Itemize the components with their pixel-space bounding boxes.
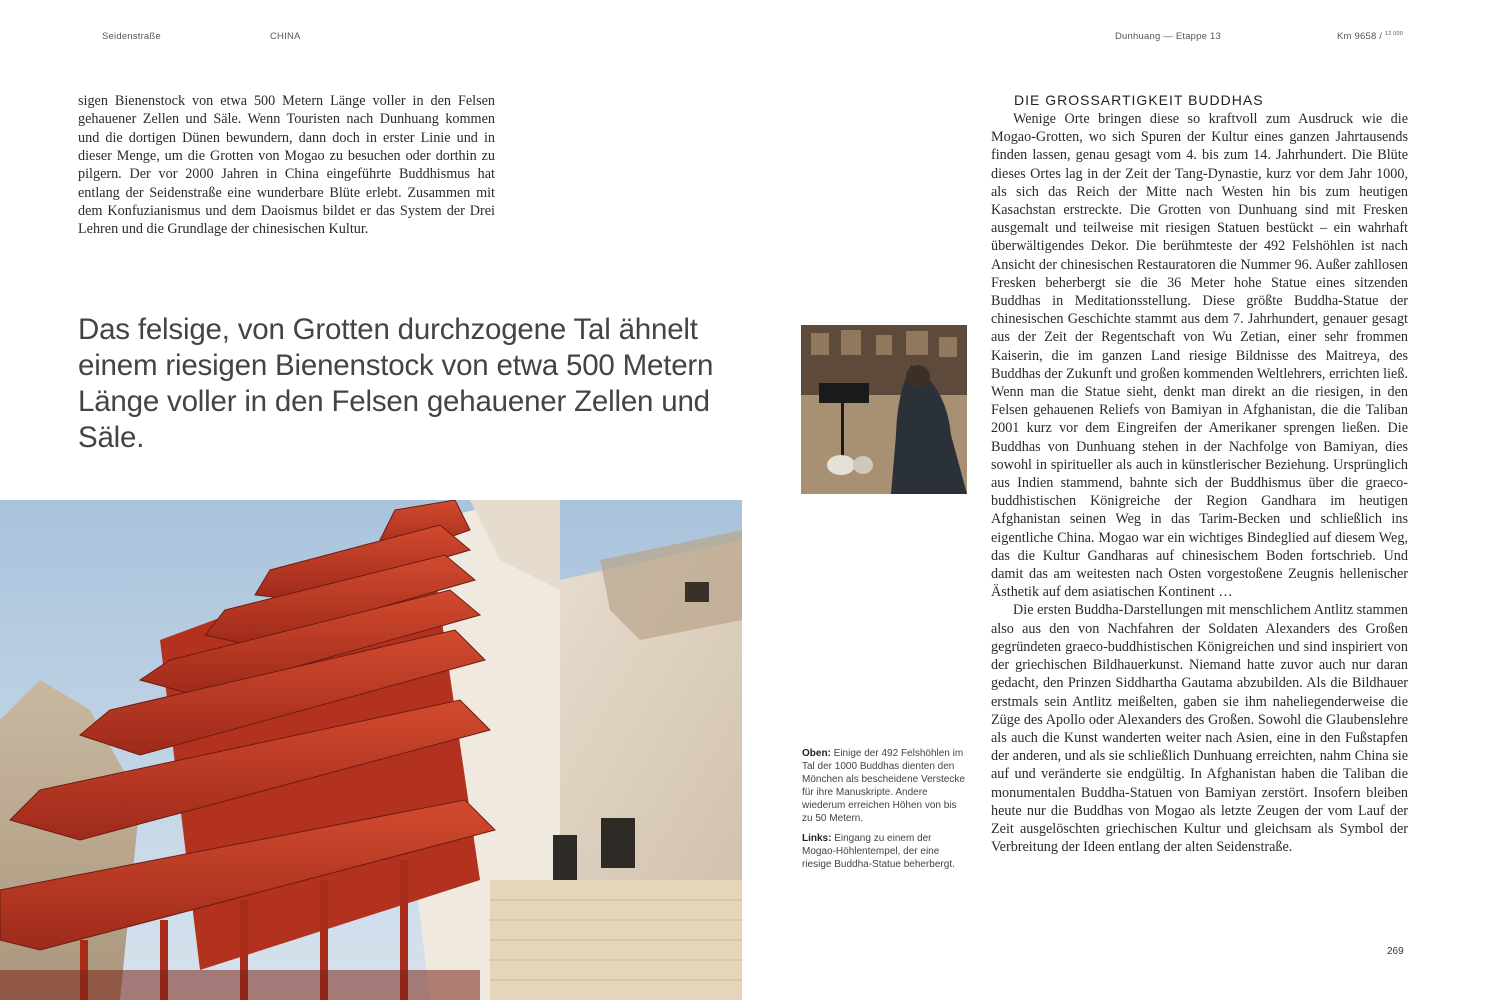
- photo-captions: [802, 748, 967, 880]
- caption-left: [802, 833, 967, 872]
- header-km-counter: [1337, 31, 1403, 42]
- header-km-value: Km 9658 /: [1337, 31, 1383, 42]
- header-section-label: Seidenstraße: [102, 31, 161, 42]
- pagoda-photo: [0, 500, 742, 1000]
- header-stage-label: Dunhuang — Etappe 13: [1115, 31, 1221, 42]
- header-country-label: CHINA: [270, 31, 301, 42]
- caption-top-text: Einige der 492 Felshöhlen im Tal der 1000 Buddhas dienten den Mönchen als bescheidene Verstecke für ihre Manuskripte. Andere wiederum erreichen Höhen von bis zu 50 Metern.: [802, 748, 965, 824]
- caption-left-label: Links:: [802, 833, 832, 845]
- right-paragraph-1: Wenige Orte bringen diese so kraftvoll zum Ausdruck wie die Mogao-Grotten, wo sich Spuren der Kultur eines ganzen Jahrtausends finden lassen, genau gesagt vom 4. bis zum 14. Jahrhundert. Die Blüte dieses Ortes lag in der Zeit der Tang-Dynastie, kurz vor dem Jahr 1000, als sich das Reich der Mitte nach Westen hin bis zum heutigen Kasachstan erstreckte. Die Grotten von Dunhuang sind mit Fresken ausgemalt und teilweise mit riesigen Statuen bestückt – ein wahrhaft überwältigendes Dekor. Die berühmteste der 492 Felshöhlen ist nach Ansicht der chinesischen Restauratoren die Nummer 96. Außer zahllosen Fresken beherbergt sie die 36 Meter hohe Statue eines sitzenden Buddhas in Meditationsstellung. Diese größte Buddha-Statue der chinesischen Geschichte stammt aus dem 7. Jahrhundert, genauer gesagt aus der Zeit der Regentschaft von Wu Zetian, einer sehr frommen Kaiserin, die im ganzen Land riesige Bildnisse des Maitreya, des Buddhas der Zukunft und großen kommenden Weltlehrers, errichten ließ. Wenn man die Statue sieht, denkt man direkt an die riesigen, in den Felsen gehauenen Reliefs von Bamiyan in Afghanistan, die die Taliban 2001 kurz vor dem Eingreifen der Amerikaner sprengen ließen. Die Buddhas von Dunhuang stehen in der Nachfolge von Bamiyan, dies sowohl in spiritueller als auch in künstlerischer Beziehung. Ursprünglich aus Indien stammend, bahnte sich der Buddhismus über die graeco-buddhistischen Königreiche der Region Gandhara im heutigen Afghanistan seinen Weg in das Tarim-Becken und schließlich ins eigentliche China. Mogao war ein wichtiges Bindeglied auf diesem Weg, das die Kultur Gandharas auf chinesischem Boden fortschrieb. Und damit das am weitesten nach Osten vorgestoßene Zeugnis hellenischer Ästhetik auf dem asiatischen Kontinent …: [991, 111, 1408, 601]
- caption-left-text: Eingang zu einem der Mogao-Höhlentempel, der eine riesige Buddha-Statue beherbergt.: [802, 833, 955, 871]
- caption-top: [802, 748, 967, 825]
- caption-top-label: Oben:: [802, 748, 831, 759]
- pull-quote: Das felsige, von Grotten durchzogene Tal ähnelt einem riesigen Bienenstock von etwa 500 Metern Länge voller in den Felsen gehauener Zellen und Säle.: [78, 313, 714, 454]
- left-body-text: sigen Bienenstock von etwa 500 Metern Länge voller in den Felsen gehauener Zellen und Säle. Wenn Touristen nach Dunhuang kommen und die dortigen Dünen bewundern, dann doch in erster Linie und in dieser Menge, um die Grotten von Mogao zu besuchen oder dorthin zu pilgern. Der vor 2000 Jahren in China eingeführte Buddhismus hat entlang der Seidenstraße eine wunderbare Blüte erlebt. Zusammen mit dem Konfuzianismus und dem Daoismus bildet er das System der Drei Lehren und die Grundlage der chinesischen Kultur.: [78, 93, 495, 238]
- cave-interior-photo: [801, 325, 967, 494]
- right-body-text: [991, 110, 1408, 856]
- header-km-total: 12 000: [1384, 31, 1403, 37]
- section-heading: DIE GROSSARTIGKEIT BUDDHAS: [1014, 92, 1264, 108]
- right-paragraph-2: Die ersten Buddha-Darstellungen mit menschlichem Antlitz stammen also aus den von Nachfahren der Soldaten Alexanders des Großen gegründeten graeco-buddhistischen Königreichen und sind inspiriert von der griechischen Bildhauerkunst. Niemand hatte zuvor auch nur daran gedacht, den Prinzen Siddhartha Gautama abzubilden. Als die Bildhauer erstmals sein Antlitz meißelten, gaben sie ihm naheliegenderweise die Züge des Apollo oder Alexanders des Großen. Sowohl die Glaubenslehre als auch die Kunst wanderten weiter nach Asien, eine in den Fußstapfen der anderen, und als sie schließlich Dunhuang erreichten, nahm China sie auf und veränderte sie endgültig. In Afghanistan haben die Taliban die monumentalen Buddha-Statuen von Bamiyan zerstört. Insofern bleiben heute nur die Buddhas von Mogao als letzte Zeugen der vom Lauf der Zeit ausgelöschten griechischen Kultur und gleichsam als Symbol der Verbreitung der Ideen entlang der alten Seidenstraße.: [991, 602, 1408, 856]
- page-number: 269: [1387, 946, 1404, 957]
